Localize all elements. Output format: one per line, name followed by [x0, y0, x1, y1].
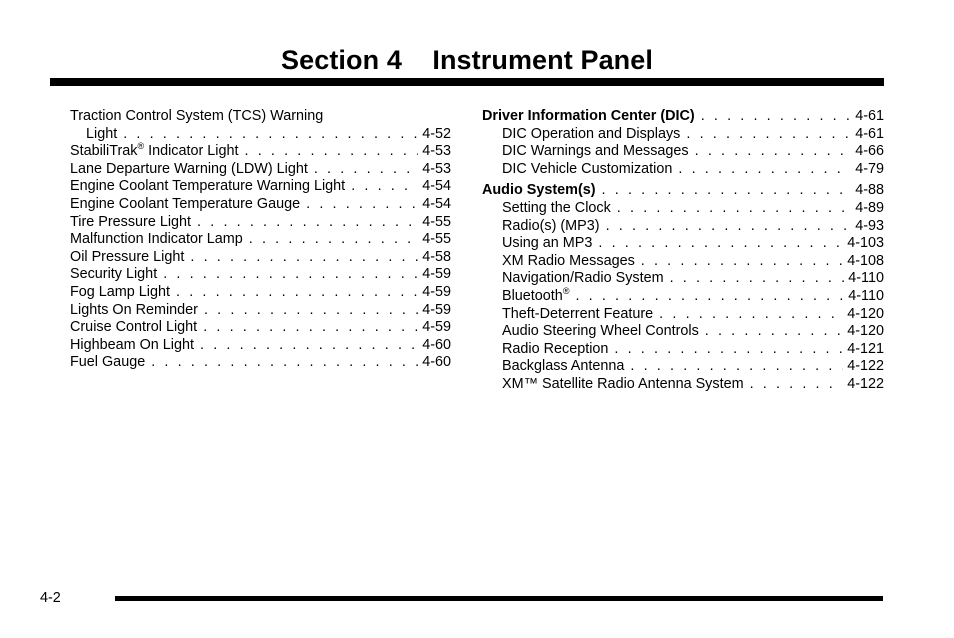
dot-leader: [245, 143, 419, 161]
page-ref: 4-59: [422, 301, 451, 318]
registered-mark: ®: [562, 285, 570, 296]
toc-entry[interactable]: Lights On Reminder . . . 4-59: [70, 302, 451, 320]
toc-right-column: [482, 108, 884, 394]
page-ref: 4-55: [422, 213, 451, 230]
dot-leader: [151, 354, 418, 372]
page-ref: 4-120: [847, 305, 884, 322]
section-label: Section 4: [281, 45, 402, 75]
page-ref: 4-52: [422, 125, 451, 142]
toc-entry[interactable]: Tire Pressure Light . . . 4-55: [70, 214, 451, 232]
dot-leader: [602, 182, 852, 200]
page-ref: 4-121: [847, 340, 884, 357]
dot-leader: [701, 108, 852, 126]
dot-leader: [197, 214, 418, 232]
dot-leader: [695, 143, 852, 161]
dot-leader: [614, 341, 843, 359]
dot-leader: [670, 270, 845, 288]
page-ref: 4-110: [848, 287, 884, 304]
toc-entry[interactable]: Radio(s) (MP3) . . . 4-93: [482, 218, 884, 236]
toc-heading-entry[interactable]: Audio System(s) . . . 4-88: [482, 182, 884, 200]
page-ref: 4-58: [422, 248, 451, 265]
toc-entry[interactable]: Lane Departure Warning (LDW) Light . . . 4-53: [70, 161, 451, 179]
toc-entry[interactable]: Theft-Deterrent Feature . . . 4-120: [482, 306, 884, 324]
dot-leader: [606, 218, 852, 236]
dot-leader: [575, 288, 844, 306]
toc-entry[interactable]: Using an MP3 . . . 4-103: [482, 235, 884, 253]
page-ref: 4-61: [855, 125, 884, 142]
page-ref: 4-120: [847, 323, 884, 340]
page-ref: 4-89: [855, 199, 884, 216]
dot-leader: [659, 306, 843, 324]
page-ref: 4-122: [847, 358, 884, 375]
toc-entry[interactable]: Engine Coolant Temperature Warning Light . . . 4-54: [70, 178, 451, 196]
page-number: 4-2: [40, 590, 61, 606]
page-ref: 4-103: [847, 235, 884, 252]
page-ref: 4-60: [422, 354, 451, 371]
dot-leader: [750, 376, 844, 394]
page-ref: 4-54: [422, 195, 451, 212]
dot-leader: [678, 161, 851, 179]
toc-entry[interactable]: Navigation/Radio System . . . 4-110: [482, 270, 884, 288]
header-rule: [50, 78, 884, 86]
toc-entry[interactable]: DIC Operation and Displays . . . 4-61: [482, 126, 884, 144]
page-ref: 4-55: [422, 231, 451, 248]
dot-leader: [617, 200, 851, 218]
dot-leader: [306, 196, 418, 214]
toc-entry[interactable]: XM™ Satellite Radio Antenna System . . . 4-122: [482, 376, 884, 394]
dot-leader: [249, 231, 418, 249]
page-ref: 4-54: [422, 178, 451, 195]
dot-leader: [705, 323, 843, 341]
toc-entry[interactable]: Highbeam On Light . . . 4-60: [70, 337, 451, 355]
dot-leader: [200, 337, 418, 355]
toc-entry[interactable]: StabiliTrak® Indicator Light . . . 4-53: [70, 143, 451, 161]
dot-leader: [204, 302, 418, 320]
dot-leader: [351, 178, 418, 196]
page-ref: 4-108: [847, 252, 884, 269]
section-title: Instrument Panel: [432, 45, 653, 75]
page-ref: 4-122: [847, 375, 884, 392]
toc-entry[interactable]: Security Light . . . 4-59: [70, 266, 451, 284]
toc-entry[interactable]: Audio Steering Wheel Controls . . . 4-120: [482, 323, 884, 341]
page-ref: 4-93: [855, 217, 884, 234]
page-ref: 4-110: [848, 270, 884, 287]
dot-leader: [123, 126, 418, 144]
section-heading: [0, 43, 934, 77]
page-ref: 4-79: [855, 160, 884, 177]
toc-entry[interactable]: Setting the Clock . . . 4-89: [482, 200, 884, 218]
page-ref: 4-59: [422, 283, 451, 300]
toc-entry[interactable]: Oil Pressure Light . . . 4-58: [70, 249, 451, 267]
dot-leader: [314, 161, 418, 179]
dot-leader: [641, 253, 843, 271]
dot-leader: [686, 126, 851, 144]
page-ref: 4-53: [422, 143, 451, 160]
dot-leader: [598, 235, 843, 253]
registered-mark: ®: [137, 141, 145, 152]
toc-entry[interactable]: Bluetooth® . . . 4-110: [482, 288, 884, 306]
toc-entry[interactable]: DIC Vehicle Customization . . . 4-79: [482, 161, 884, 179]
toc-entry[interactable]: Traction Control System (TCS) Warning: [70, 108, 324, 124]
page-ref: 4-88: [855, 182, 884, 199]
page-ref: 4-66: [855, 143, 884, 160]
toc-entry[interactable]: DIC Warnings and Messages . . . 4-66: [482, 143, 884, 161]
page-ref: 4-59: [422, 266, 451, 283]
dot-leader: [630, 358, 843, 376]
dot-leader: [176, 284, 418, 302]
page-ref: 4-53: [422, 160, 451, 177]
toc-entry[interactable]: Engine Coolant Temperature Gauge . . . 4-54: [70, 196, 451, 214]
page-ref: 4-61: [855, 108, 884, 124]
toc-entry[interactable]: Cruise Control Light . . . 4-59: [70, 319, 451, 337]
toc-heading-entry[interactable]: Driver Information Center (DIC) . . . 4-61: [482, 108, 884, 126]
toc-entry[interactable]: Fog Lamp Light . . . 4-59: [70, 284, 451, 302]
dot-leader: [163, 266, 418, 284]
toc-entry[interactable]: Light . . . 4-52: [70, 126, 451, 144]
page-ref: 4-60: [422, 336, 451, 353]
footer-rule: [115, 596, 883, 601]
dot-leader: [190, 249, 418, 267]
toc-entry[interactable]: Radio Reception . . . 4-121: [482, 341, 884, 359]
dot-leader: [203, 319, 418, 337]
toc-left-column: [70, 108, 451, 372]
toc-entry[interactable]: XM Radio Messages . . . 4-108: [482, 253, 884, 271]
toc-entry[interactable]: Malfunction Indicator Lamp . . . 4-55: [70, 231, 451, 249]
toc-entry[interactable]: Backglass Antenna . . . 4-122: [482, 358, 884, 376]
page-ref: 4-59: [422, 319, 451, 336]
toc-entry[interactable]: Fuel Gauge . . . 4-60: [70, 354, 451, 372]
